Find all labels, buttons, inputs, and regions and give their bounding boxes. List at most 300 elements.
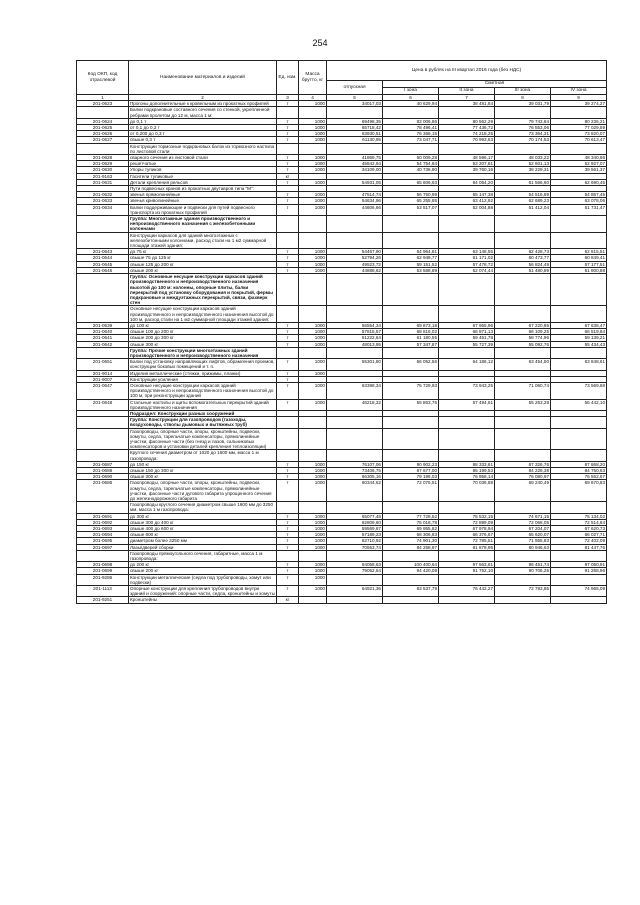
cell-zone-2-price [439, 347, 495, 358]
cell-release-price: 69498,35 [327, 118, 383, 124]
cell-zone-1-price: 53 517,07 [383, 204, 439, 215]
cell-zone-2-price: 66 376,67 [439, 532, 495, 538]
cell-unit: т [277, 574, 299, 585]
cell-mass: 1000 [299, 198, 327, 204]
cell-zone-2-price [439, 143, 495, 154]
cell-unit: т [277, 335, 299, 341]
cell-release-price: 34017,03 [327, 101, 383, 107]
cell-mass [299, 597, 327, 603]
cell-zone-4-price: 73 820,07 [551, 131, 607, 137]
cell-zone-2-price: 66 871,13 [439, 329, 495, 335]
cell-code [77, 550, 129, 561]
cell-name: свыше 200 кг [129, 267, 277, 273]
cell-code: 201-9014 [77, 370, 129, 376]
cell-zone-1-price: 75 729,93 [383, 382, 439, 399]
cell-zone-1-price: 76 368,15 [383, 131, 439, 137]
cell-mass: 1000 [299, 519, 327, 525]
cell-zone-2-price [439, 216, 495, 233]
table-row [77, 574, 607, 585]
cell-name: до 300 кг [129, 513, 277, 519]
cell-mass: 1000 [299, 267, 327, 273]
cell-name: сварного сечения из листовой стали [129, 155, 277, 161]
cell-zone-2-price: 52 074,44 [439, 267, 495, 273]
cell-unit: т [277, 131, 299, 137]
cell-zone-1-price: 84 258,87 [383, 544, 439, 550]
cell-zone-3-price: 87 326,76 [495, 461, 551, 467]
cell-name: Конструкции металлические (седла под трубопроводы, хомут или подвески) [129, 574, 277, 585]
cell-name: от 0,200 до 0,3 т [129, 131, 277, 137]
table-row [77, 597, 607, 603]
cell-zone-4-price: 63 078,06 [551, 198, 607, 204]
cell-mass: 1000 [299, 335, 327, 341]
cell-code: 201-0634 [77, 204, 129, 215]
cell-zone-2-price: 67 955,96 [439, 322, 495, 328]
cell-release-price: 60344,62 [327, 480, 383, 502]
cell-zone-4-price: 67 620,73 [551, 526, 607, 532]
cell-unit: т [277, 167, 299, 173]
cell-zone-1-price [383, 347, 439, 358]
cell-name: свыше 125 до 200 кг [129, 261, 277, 267]
header-zone-4: IV зона [551, 88, 607, 95]
cell-release-price: 59569,67 [327, 526, 383, 532]
cell-name: Балки под установку направляющих лифтов, обрамления проемов, конструкции боковых помещений и т. п. [130, 359, 275, 370]
cell-unit [277, 550, 299, 561]
cell-code [77, 347, 129, 358]
group-heading-row [77, 216, 607, 233]
cell-mass: 1000 [299, 574, 327, 585]
cell-zone-1-price [383, 232, 439, 249]
cell-name: свыше 200 до 300 кг [129, 335, 277, 341]
price-table [76, 60, 607, 604]
cell-unit: т [277, 359, 299, 370]
cell-zone-3-price [495, 347, 551, 358]
cell-zone-3-price: 39 031,79 [495, 101, 551, 107]
cell-zone-2-price [439, 502, 495, 513]
cell-code: 201-0687 [77, 461, 129, 467]
cell-mass: 1000 [299, 322, 327, 328]
cell-unit: т [277, 526, 299, 532]
cell-code: 201-0629 [77, 161, 129, 167]
cell-zone-4-price: 69 670,83 [551, 480, 607, 502]
page-number: 254 [312, 38, 328, 48]
cell-release-price [327, 216, 383, 233]
cell-unit: т [277, 204, 299, 215]
cell-name: Балки поддерживающие и подвески для путей подвесного транспорта из прокатных профилей [129, 204, 277, 215]
cell-mass: 1000 [299, 370, 327, 376]
cell-mass: 1000 [299, 382, 327, 399]
table-row [77, 586, 607, 597]
cell-zone-4-price: 56 442,10 [551, 399, 607, 410]
cell-release-price: 51222,64 [327, 335, 383, 341]
cell-zone-3-price: 63 454,50 [495, 359, 551, 370]
cell-release-price: 54467,90 [327, 249, 383, 255]
cell-code: 201-0695 [77, 538, 129, 544]
cell-unit: т [277, 155, 299, 161]
cell-zone-4-price: 72 514,84 [551, 519, 607, 525]
cell-code: 201-0651 [77, 359, 129, 370]
cell-code: 201-0644 [77, 255, 129, 261]
header-name: Наименование материалов и изделий [129, 61, 277, 95]
cell-release-price [327, 274, 383, 306]
cell-zone-3-price: 61 566,60 [495, 179, 551, 185]
cell-zone-1-price: 69 955,82 [383, 526, 439, 532]
cell-mass [299, 216, 327, 233]
cell-zone-4-price: 63 848,61 [551, 359, 607, 370]
cell-name: Пути подвесных кранов из прокатных двутавров типа "М": [129, 186, 277, 192]
cell-zone-1-price: 59 151,52 [383, 261, 439, 267]
cell-zone-1-price: 40 736,80 [383, 167, 439, 173]
table-row [77, 306, 607, 323]
cell-mass: 1000 [299, 544, 327, 550]
cell-mass: 1000 [299, 468, 327, 474]
cell-unit: т [277, 480, 299, 502]
cell-mass: 1000 [299, 204, 327, 215]
cell-name: свыше 400 до 600 кг [129, 526, 277, 532]
cell-zone-3-price [495, 597, 551, 603]
cell-release-price [327, 347, 383, 358]
cell-name: свыше 75 до 125 кг [129, 255, 277, 261]
cell-zone-2-price: 91 752,10 [439, 568, 495, 574]
cell-release-price: 64921,36 [327, 586, 383, 597]
header-zone-1: I зона [383, 88, 439, 95]
cell-code: 201-0640 [77, 329, 129, 335]
cell-release-price [327, 143, 383, 154]
cell-zone-4-price [551, 274, 607, 306]
cell-release-price: 65077,48 [327, 513, 383, 519]
cell-zone-1-price: 78 496,41 [383, 125, 439, 131]
cell-release-price: 54634,96 [327, 198, 383, 204]
cell-release-price [327, 428, 383, 450]
header-zone-2: II зона [439, 88, 495, 95]
cell-code: 201-0647 [77, 382, 129, 399]
cell-unit: т [277, 255, 299, 261]
cell-zone-2-price [439, 306, 495, 323]
cell-zone-2-price [439, 574, 495, 585]
cell-zone-1-price: 68 306,83 [383, 532, 439, 538]
cell-zone-2-price: 64 054,20 [439, 179, 495, 185]
cell-name: Газопроводы прямоугольного сечения, габаритные, масса 1 м газопровода: [129, 550, 277, 561]
table-row [77, 107, 607, 118]
cell-zone-1-price: 65 255,85 [383, 198, 439, 204]
cell-zone-3-price [495, 428, 551, 450]
cell-zone-3-price: 48 033,22 [495, 155, 551, 161]
cell-unit: т [277, 538, 299, 544]
cell-mass: 1000 [299, 192, 327, 198]
cell-code: 201-9251 [77, 597, 129, 603]
cell-release-price [327, 502, 383, 513]
cell-zone-1-price: 73 047,71 [383, 137, 439, 143]
cell-release-price: 62809,60 [327, 519, 383, 525]
cell-mass: 1000 [299, 586, 327, 597]
cell-zone-2-price: 57 494,61 [439, 399, 495, 410]
cell-unit: т [277, 519, 299, 525]
cell-zone-1-price: 40 629,94 [383, 101, 439, 107]
cell-release-price [327, 450, 383, 461]
cell-zone-4-price [551, 502, 607, 513]
cell-mass: 1000 [299, 562, 327, 568]
cell-zone-1-price: 100 400,64 [383, 562, 439, 568]
cell-name: звенья прямолинейные [129, 192, 277, 198]
cell-code [77, 107, 129, 118]
cell-unit: т [277, 544, 299, 550]
cell-zone-1-price: 87 677,00 [383, 468, 439, 474]
cell-zone-4-price: 67 638,47 [551, 322, 607, 328]
cell-zone-4-price: 51 731,47 [551, 204, 607, 215]
cell-zone-3-price [495, 417, 551, 428]
cell-mass: 1000 [299, 131, 327, 137]
cell-zone-1-price [383, 502, 439, 513]
cell-code: 201-0642 [77, 341, 129, 347]
cell-name: Гасители тупиковые [129, 173, 277, 179]
cell-unit: т [277, 382, 299, 399]
cell-unit: т [277, 322, 299, 328]
cell-release-price [327, 306, 383, 323]
column-number: 1 [77, 95, 129, 101]
cell-zone-2-price: 76 442,27 [439, 586, 495, 597]
cell-unit: т [277, 161, 299, 167]
cell-zone-2-price: 88 333,61 [439, 461, 495, 467]
cell-code: 201-0688 [77, 468, 129, 474]
cell-release-price: 70553,74 [327, 544, 383, 550]
cell-mass: 1000 [299, 461, 327, 467]
cell-mass [299, 143, 327, 154]
cell-mass [299, 232, 327, 249]
cell-unit [277, 107, 299, 118]
column-number: 5 [327, 95, 383, 101]
cell-release-price [327, 597, 383, 603]
cell-zone-4-price: 66 027,71 [551, 532, 607, 538]
cell-zone-3-price [495, 216, 551, 233]
column-number: 3 [277, 95, 299, 101]
cell-zone-4-price: 48 340,86 [551, 155, 607, 161]
cell-zone-4-price: 91 268,96 [551, 568, 607, 574]
cell-zone-1-price: 54 754,84 [383, 161, 439, 167]
cell-zone-2-price: 52 004,88 [439, 204, 495, 215]
cell-unit: т [277, 370, 299, 376]
cell-zone-3-price: 74 671,15 [495, 513, 551, 519]
cell-mass: 1000 [299, 118, 327, 124]
cell-zone-2-price: 75 532,15 [439, 513, 495, 519]
cell-release-price: 56554,34 [327, 322, 383, 328]
cell-unit: т [277, 586, 299, 597]
cell-release-price: 65718,42 [327, 125, 383, 131]
cell-code [77, 428, 129, 450]
cell-name: до 75 кг [129, 249, 277, 255]
cell-zone-1-price: 57 347,87 [383, 341, 439, 347]
cell-code [77, 306, 129, 323]
cell-mass: 1000 [299, 568, 327, 574]
cell-zone-3-price: 71 060,74 [495, 382, 551, 399]
cell-mass: 1000 [299, 101, 327, 107]
cell-zone-4-price: 70 613,47 [551, 137, 607, 143]
cell-zone-3-price [495, 107, 551, 118]
cell-unit: т [277, 562, 299, 568]
cell-mass [299, 107, 327, 118]
cell-release-price: 41869,75 [327, 155, 383, 161]
cell-release-price: 62710,92 [327, 538, 383, 544]
cell-code: 201-0690 [77, 474, 129, 480]
cell-code [77, 502, 129, 513]
cell-mass: 1000 [299, 249, 327, 255]
table-row [77, 450, 607, 461]
cell-unit [277, 417, 299, 428]
cell-zone-2-price: 64 186,12 [439, 359, 495, 370]
cell-zone-1-price: 72 075,51 [383, 480, 439, 502]
column-number: 9 [551, 95, 607, 101]
cell-zone-1-price [383, 216, 439, 233]
cell-unit [277, 306, 299, 323]
cell-zone-4-price [551, 550, 607, 561]
cell-zone-4-price [551, 107, 607, 118]
cell-zone-4-price: 80 236,21 [551, 118, 607, 124]
cell-name: свыше 300 до 400 кг [129, 519, 277, 525]
cell-zone-3-price [495, 502, 551, 513]
cell-release-price: 76107,06 [327, 461, 383, 467]
cell-release-price [327, 107, 383, 118]
cell-code: 201-0624 [77, 118, 129, 124]
cell-zone-3-price [495, 450, 551, 461]
cell-mass [299, 450, 327, 461]
cell-name: Балки подкрановые составного сечения со стенкой, укрепленной ребрами пролетом до 12 м, масса 1 м: [129, 107, 277, 118]
cell-mass: 1000 [299, 341, 327, 347]
cell-release-price: 55301,80 [327, 359, 383, 370]
cell-zone-3-price: 72 068,05 [495, 519, 551, 525]
cell-release-price: 52794,26 [327, 255, 383, 261]
header-code: Код ОКП, код отраслевой [77, 61, 129, 95]
cell-name: Конструкции тормозные подкрановых балок из тормозного настила по листовой стали [129, 143, 277, 154]
cell-zone-2-price: 63 412,92 [439, 198, 495, 204]
cell-code [77, 417, 129, 428]
cell-zone-2-price: 55 147,38 [439, 192, 495, 198]
cell-zone-3-price: 90 706,25 [495, 568, 551, 574]
cell-release-price [327, 550, 383, 561]
cell-unit: т [277, 468, 299, 474]
cell-zone-1-price: 66 052,56 [383, 359, 439, 370]
cell-zone-2-price: 70 038,88 [439, 480, 495, 502]
cell-zone-1-price: 74 901,30 [383, 538, 439, 544]
cell-code: 201-9163 [77, 173, 129, 179]
table-row [77, 359, 607, 370]
cell-name: свыше 100 до 200 кг [129, 329, 277, 335]
cell-zone-1-price: 55 863,76 [383, 399, 439, 410]
cell-zone-1-price: 77 728,52 [383, 513, 439, 519]
cell-release-price: 63930,51 [327, 131, 383, 137]
cell-zone-4-price: 52 927,07 [551, 161, 607, 167]
cell-name: Детали крепления рельсов [129, 179, 277, 185]
cell-mass: 1000 [299, 255, 327, 261]
cell-code: 201-0645 [77, 261, 129, 267]
cell-zone-1-price: 83 537,79 [383, 586, 439, 597]
cell-zone-3-price: 73 364,31 [495, 131, 551, 137]
cell-name: Стальные настилы и щиты вспомогательных перекрытий зданий производственного назначения [129, 399, 277, 410]
cell-code: 201-0639 [77, 322, 129, 328]
cell-unit [277, 143, 299, 154]
cell-mass: 1000 [299, 480, 327, 502]
cell-code: 201-0646 [77, 267, 129, 273]
cell-zone-1-price: 53 588,89 [383, 267, 439, 273]
cell-name: Круглого сечения диаметром от 1020 до 1600 мм, масса 1 м газопровода: [129, 450, 277, 461]
cell-zone-1-price: 56 750,99 [383, 192, 439, 198]
cell-zone-4-price: 75 134,02 [551, 513, 607, 519]
cell-zone-4-price: 54 857,45 [551, 192, 607, 198]
table-row [77, 502, 607, 513]
cell-name: Газопроводы круглого сечения диаметром свыше 1600 мм до 3250 мм, масса 1 м газопровода: [129, 502, 277, 513]
cell-zone-1-price: 90 902,23 [383, 461, 439, 467]
table-row [77, 480, 607, 502]
table-row [77, 382, 607, 399]
cell-release-price: 44606,66 [327, 204, 383, 215]
cell-unit: т [277, 532, 299, 538]
cell-release-price: 45842,94 [327, 161, 383, 167]
cell-zone-4-price: 60 849,41 [551, 255, 607, 261]
cell-zone-3-price: 67 220,85 [495, 322, 551, 328]
cell-code [77, 216, 129, 233]
cell-mass: 1000 [299, 167, 327, 173]
group-heading-row [77, 347, 607, 358]
cell-zone-2-price: 39 760,16 [439, 167, 495, 173]
cell-unit: т [277, 192, 299, 198]
cell-zone-4-price [551, 574, 607, 585]
cell-zone-1-price [383, 597, 439, 603]
cell-zone-2-price [439, 417, 495, 428]
cell-zone-4-price: 57 177,51 [551, 261, 607, 267]
cell-mass: 1000 [299, 526, 327, 532]
cell-zone-2-price: 38 481,84 [439, 101, 495, 107]
cell-zone-4-price: 55 434,43 [551, 341, 607, 347]
cell-zone-1-price: 65 606,63 [383, 179, 439, 185]
cell-unit: т [277, 568, 299, 574]
cell-unit [277, 347, 299, 358]
cell-zone-4-price: 62 815,51 [551, 249, 607, 255]
cell-mass: 1000 [299, 261, 327, 267]
cell-zone-3-price: 54 516,89 [495, 192, 551, 198]
cell-unit: кг [277, 173, 299, 179]
cell-zone-4-price [551, 306, 607, 323]
cell-zone-2-price: 67 978,94 [439, 526, 495, 532]
cell-zone-1-price: 50 009,28 [383, 155, 439, 161]
cell-name: от 0,1 до 0,2 т [129, 125, 277, 131]
cell-zone-2-price: 97 563,61 [439, 562, 495, 568]
cell-zone-4-price [551, 232, 607, 249]
cell-zone-1-price [383, 107, 439, 118]
cell-unit: кг [277, 597, 299, 603]
cell-mass: 1000 [299, 474, 327, 480]
cell-release-price: 84058,63 [327, 562, 383, 568]
cell-zone-3-price: 52 601,13 [495, 161, 551, 167]
column-number: 2 [129, 95, 277, 101]
cell-release-price: 57815,57 [327, 329, 383, 335]
cell-zone-2-price [439, 274, 495, 306]
table-row [77, 399, 607, 410]
cell-mass [299, 347, 327, 358]
cell-unit [277, 216, 299, 233]
cell-name: до 100 кг [129, 322, 277, 328]
cell-zone-3-price: 76 080,97 [495, 474, 551, 480]
cell-zone-4-price [551, 428, 607, 450]
cell-zone-3-price [495, 306, 551, 323]
cell-zone-2-price: 57 478,72 [439, 261, 495, 267]
table-header [77, 61, 607, 101]
cell-release-price [327, 417, 383, 428]
cell-name: Конструкции каркасов для зданий многоэтажных с железобетонными колоннами, расход стали на 1 м2 суммарной площади этажей здания: [129, 232, 277, 249]
cell-unit: т [277, 179, 299, 185]
column-number: 6 [383, 95, 439, 101]
cell-zone-3-price: 84 228,38 [495, 468, 551, 474]
cell-zone-2-price: 80 562,29 [439, 118, 495, 124]
cell-zone-3-price: 79 743,84 [495, 118, 551, 124]
cell-name: Упоры тупиков [129, 167, 277, 173]
cell-unit [277, 428, 299, 450]
